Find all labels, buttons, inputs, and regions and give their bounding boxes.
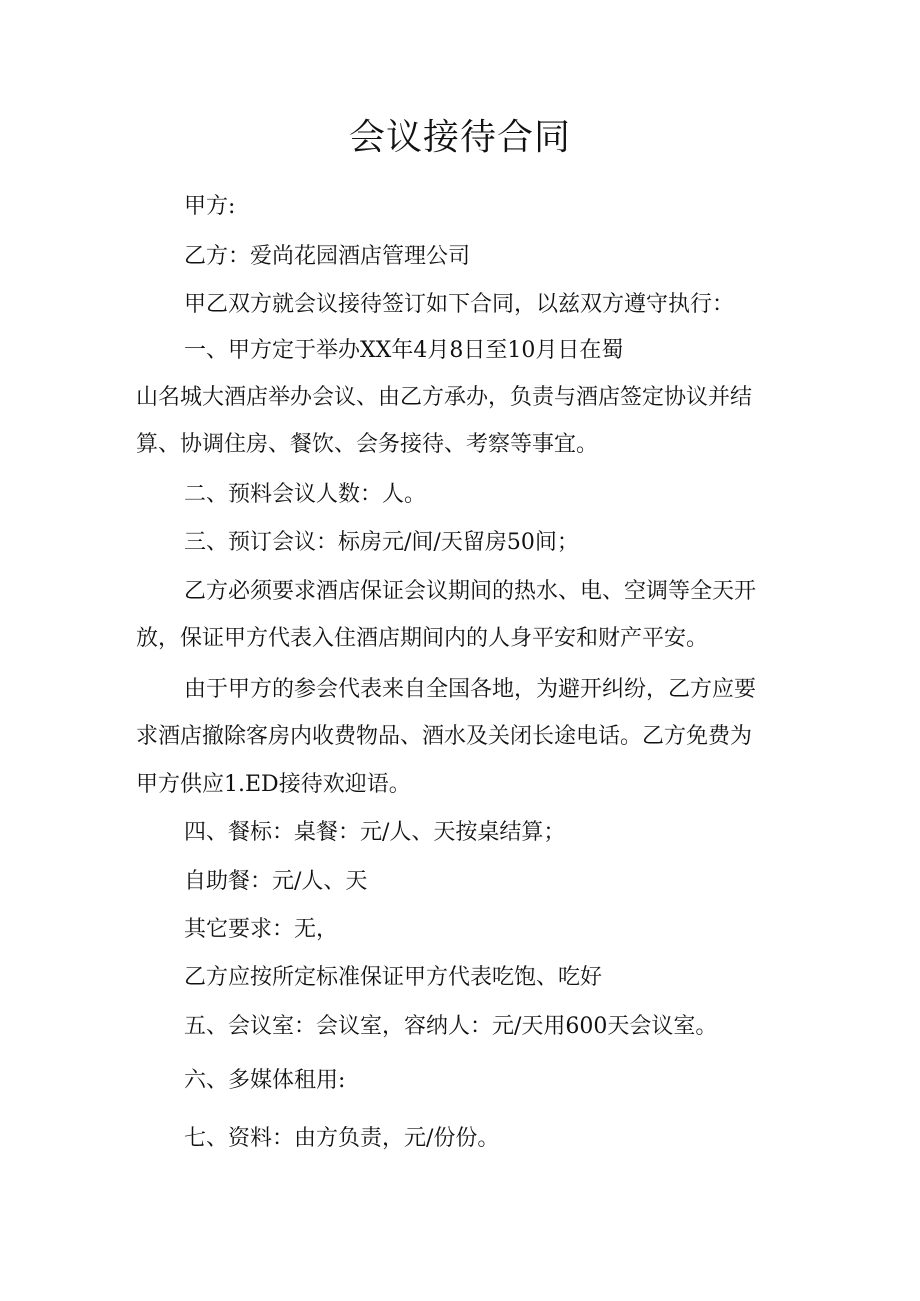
clause-7-line: 七、资料：由方负责，元/份份。 <box>184 1126 500 1151</box>
clause-5-line: 五、会议室：会议室，容纳人：元/天用600天会议室。 <box>184 1014 718 1039</box>
clause-3-extra-line-2: 求酒店撤除客房内收费物品、酒水及关闭长途电话。乙方免费为 <box>136 724 753 749</box>
clause-4-line: 四、餐标：桌餐：元/人、天按桌结算； <box>184 820 566 845</box>
clause-2-line: 二、预料会议人数：人。 <box>184 482 427 507</box>
clause-6-line: 六、多媒体租用: <box>184 1068 346 1093</box>
clause-1-line-2: 山名城大酒店举办会议、由乙方承办，负责与酒店签定协议并结 <box>136 385 753 410</box>
clause-3-extra-line-1: 由于甲方的参会代表来自全国各地，为避开纠纷，乙方应要 <box>184 677 757 702</box>
clause-3-detail-line-2: 放，保证甲方代表入住酒店期间内的人身平安和财产平安。 <box>136 626 709 651</box>
clause-3-extra-line-3: 甲方供应1.ED接待欢迎语。 <box>136 772 411 797</box>
clause-4-other-line: 其它要求：无， <box>184 917 339 942</box>
party-a-line: 甲方: <box>184 194 236 219</box>
clause-4-guarantee-line: 乙方应按所定标准保证甲方代表吃饱、吃好 <box>184 965 603 990</box>
clause-3-detail-line-1: 乙方必须要求酒店保证会议期间的热水、电、空调等全天开 <box>184 579 757 604</box>
clause-4-buffet-line: 自助餐：元/人、天 <box>184 869 368 894</box>
clause-1-line-3: 算、协调住房、餐饮、会务接待、考察等事宜。 <box>136 432 599 457</box>
clause-3-line: 三、预订会议：标房元/间/天留房50间； <box>184 530 579 555</box>
preamble-line: 甲乙双方就会议接待签订如下合同，以兹双方遵守执行： <box>184 292 735 317</box>
document-title: 会议接待合同 <box>348 117 571 158</box>
party-b-line: 乙方：爱尚花园酒店管理公司 <box>184 244 471 269</box>
clause-1-line-1: 一、甲方定于举办XX年4月8日至10月日在蜀 <box>184 338 624 363</box>
